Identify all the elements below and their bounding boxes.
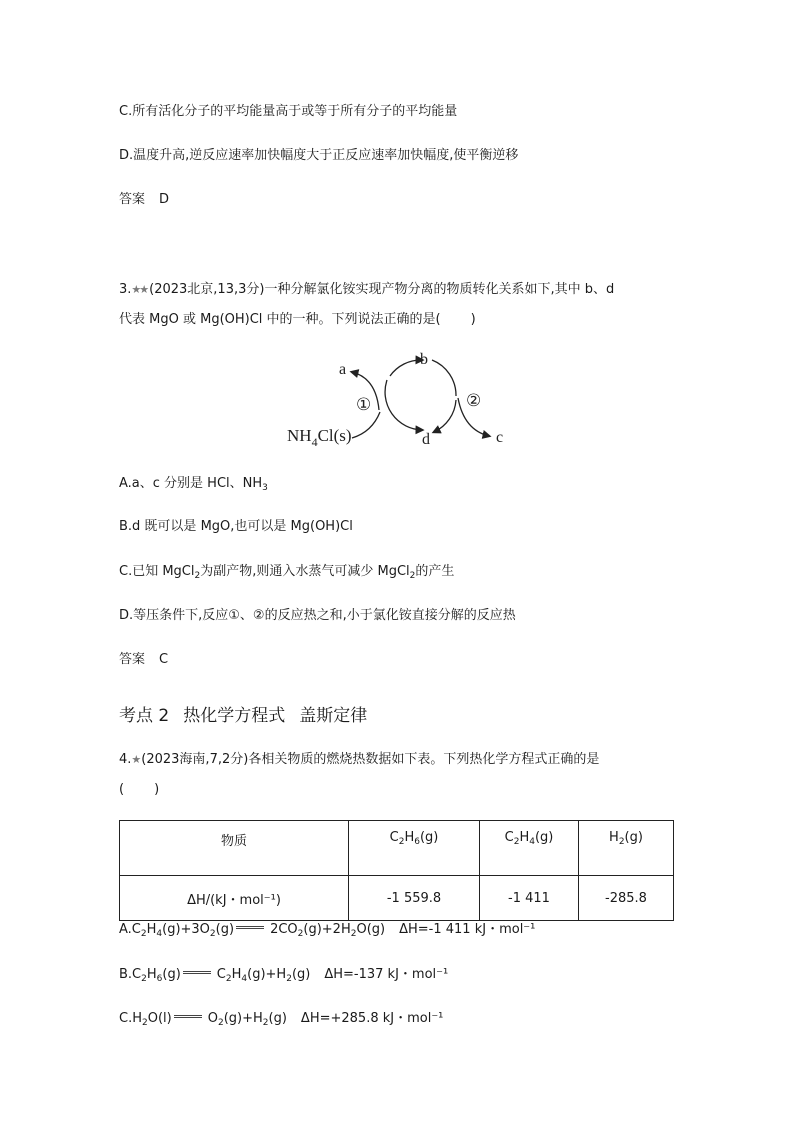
question-stem: 各相关物质的燃烧热数据如下表。下列热化学方程式正确的是 [248,752,600,767]
label-c: c [496,429,504,446]
answer-paren-open: ( [119,782,125,797]
cycle-arc-top-left [390,360,422,376]
option-c-post: 的产生 [415,564,455,579]
step-1-label: ① [356,395,372,415]
option-c-text: C.已知 MgCl [119,564,195,579]
section-title-1: 热化学方程式 [183,706,286,726]
question-stem-cont: 代表 MgO 或 Mg(OH)Cl 中的一种。下列说法正确的是( [119,312,441,327]
q3-option-a [119,475,268,493]
table-cell: -1 559.8 [349,876,480,921]
q2-answer [119,191,169,209]
reaction-cycle-diagram [284,350,514,450]
option-b-dh: ΔH=-137 kJ・mol⁻¹ [324,967,449,982]
table-header-h2: $H_2(g)$ [579,821,674,876]
answer-label: 答案 [119,192,146,207]
section-heading [119,701,381,726]
answer-value: D [159,192,170,207]
question-stem: 一种分解氯化铵实现产物分离的物质转化关系如下,其中 b、d [264,282,615,297]
question-source: (2023海南,7,2分) [141,752,249,767]
q3-stem-line2 [119,311,476,329]
option-a-dh: ΔH=-1 411 kJ・mol⁻¹ [399,922,536,937]
option-c-sub1: 2 [194,571,201,581]
difficulty-stars: ★ [131,753,140,766]
table-data-row [120,876,674,921]
q4-option-a [119,921,535,939]
answer-value: C [159,652,169,667]
q2-option-c: C.所有活化分子的平均能量高于或等于所有分子的平均能量 [119,104,458,119]
option-c-sub2: 2 [409,571,416,581]
option-c-dh: ΔH=+285.8 kJ・mol⁻¹ [300,1011,444,1026]
option-a-equation: $A.C_2H_4(g)+3O_2(g)$ $2CO_2(g)+2H_2O(g)$ [119,922,386,939]
step-2-label: ② [466,391,482,411]
q3-option-c [119,563,454,581]
question-number: 4. [119,752,132,767]
table-header-c2h6: $C_2H_6(g)$ [349,821,480,876]
option-c-equation: $C.H_2O(l)$ $O_2(g)+H_2(g)$ [119,1011,287,1028]
difficulty-stars: ★★ [131,283,148,296]
cycle-arc-left-down [385,380,422,430]
answer-paren-close: ) [470,312,476,327]
table-row-label: ΔH/(kJ・mol⁻¹) [120,876,349,921]
answer-label: 答案 [119,652,146,667]
option-a-text: A.a、c 分别是 HCl、NH [119,476,263,491]
q4-option-c [119,1010,443,1028]
q3-stem-line1 [119,281,614,299]
q3-option-d: D.等压条件下,反应①、②的反应热之和,小于氯化铵直接分解的反应热 [119,608,516,623]
reactant-nh4cl: $NH_4Cl(s)$ [287,426,352,449]
option-c-mid: 为副产物,则通入水蒸气可减少 MgCl [200,564,410,579]
q4-option-b [119,966,448,984]
table-cell: -285.8 [579,876,674,921]
answer-paren-close: ) [154,782,160,797]
branch-arrow-nh4cl [352,412,380,438]
cycle-arc-right-down [434,400,456,432]
label-d: d [422,431,430,448]
question-number: 3. [119,282,132,297]
label-a: a [339,361,347,378]
option-b-equation: $B.C_2H_6(g)$ $C_2H_4(g)+H_2(g)$ [119,967,311,984]
table-header-label: 物质 [120,821,349,876]
q2-option-d: D.温度升高,逆反应速率加快幅度大于正反应速率加快幅度,使平衡逆移 [119,148,519,163]
table-header-c2h4: $C_2H_4(g)$ [480,821,579,876]
table-header-row [120,821,674,876]
q4-stem [119,751,599,769]
q4-stem-paren [119,781,159,799]
section-label: 考点 2 [119,706,170,726]
label-b: b [420,351,428,368]
combustion-heat-table [119,820,674,921]
q3-option-b: B.d 既可以是 MgO,也可以是 Mg(OH)Cl [119,519,353,534]
cycle-arc-top-right [432,360,456,396]
section-title-2: 盖斯定律 [299,706,368,726]
q3-answer [119,651,168,669]
question-source: (2023北京,13,3分) [149,282,265,297]
table-cell: -1 411 [480,876,579,921]
option-a-subscript: 3 [262,483,268,493]
